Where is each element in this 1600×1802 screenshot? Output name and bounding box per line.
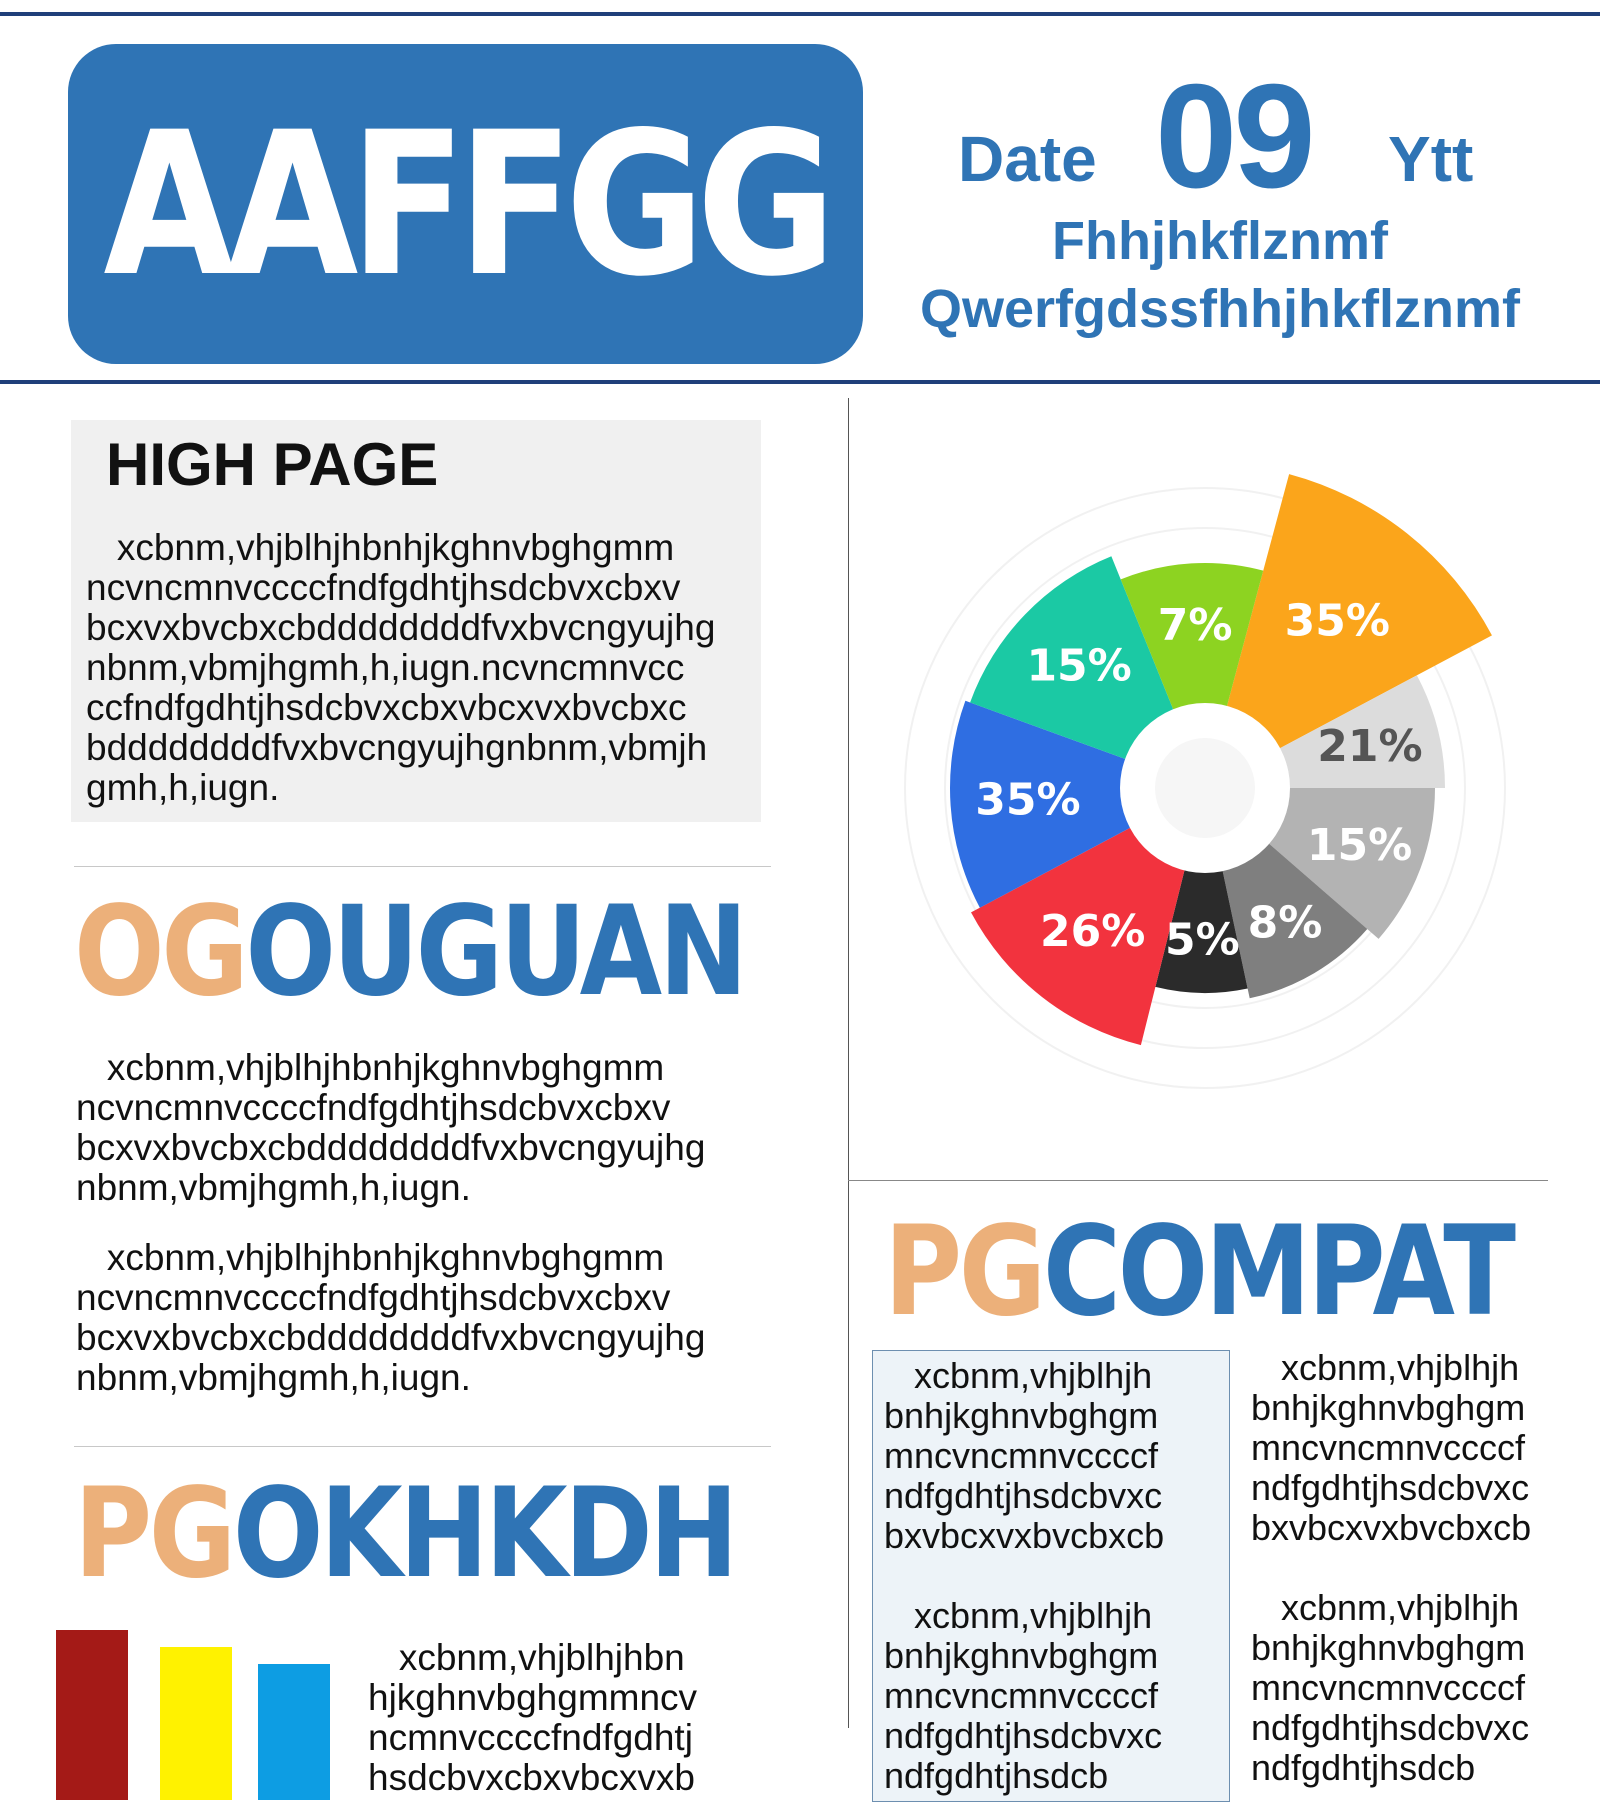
pie-slice-label: 35% bbox=[975, 774, 1081, 826]
logo-text: AAFFGG bbox=[103, 88, 828, 320]
og-heading-accent: OG bbox=[74, 880, 246, 1024]
divider bbox=[848, 1180, 1548, 1181]
pgk-heading bbox=[74, 1462, 735, 1606]
pgc-heading bbox=[884, 1200, 1513, 1344]
bar-yellow bbox=[160, 1647, 232, 1800]
date-suffix: Ytt bbox=[1388, 123, 1474, 195]
pgk-paragraph: xcbnm,vhjblhjhbn hjkghnvbghgmmncv ncmnvccccfndfgdhtj hsdcbvxcbxvbcxvxb bbox=[368, 1637, 698, 1798]
pie-slice-label: 15% bbox=[1306, 819, 1413, 871]
pie-slice-label: 26% bbox=[1039, 905, 1146, 957]
bar-graphic bbox=[56, 1630, 356, 1800]
top-rule bbox=[0, 12, 1600, 16]
pgk-heading-main: OKHKDH bbox=[232, 1462, 736, 1606]
pie-slice-label: 7% bbox=[1157, 599, 1233, 651]
pie-center-disc bbox=[1155, 738, 1255, 838]
pie-slice-label: 8% bbox=[1247, 897, 1323, 949]
date-label: Date bbox=[958, 123, 1097, 195]
pie-slice-label: 35% bbox=[1284, 595, 1390, 647]
pgc-heading-accent: PG bbox=[884, 1200, 1043, 1344]
pie-chart bbox=[850, 400, 1600, 1160]
bar-blue bbox=[258, 1664, 330, 1800]
header-subtitle-2: Qwerfgdssfhhjhkflznmf bbox=[919, 279, 1520, 339]
og-paragraph-2: xcbnm,vhjblhjhbnhjkghnvbghgmm ncvncmnvccccfndfgdhtjhsdcbvxcbxv bcxvxbvcbxcbddddddddfvxbvcngyujhg nbnm,vbmjhgmh,h,iugn. bbox=[76, 1237, 706, 1398]
pgc-col2-paragraph-1: xcbnm,vhjblhjh bnhjkghnvbghgm mncvncmnvccccf ndfgdhtjhsdcbvxc bxvbcxvxbvcbxcb bbox=[1251, 1347, 1532, 1548]
og-paragraph-1: xcbnm,vhjblhjhbnhjkghnvbghgmm ncvncmnvccccfndfgdhtjhsdcbvxcbxv bcxvxbvcbxcbddddddddfvxbvcngyujhg nbnm,vbmjhgmh,h,iugn. bbox=[76, 1047, 706, 1208]
pgc-col1-paragraph-1: xcbnm,vhjblhjh bnhjkghnvbghgm mncvncmnvccccf ndfgdhtjhsdcbvxc bxvbcxvxbvcbxcb bbox=[884, 1355, 1165, 1556]
bar-red bbox=[56, 1630, 128, 1800]
pgc-col2-paragraph-2: xcbnm,vhjblhjh bnhjkghnvbghgm mncvncmnvccccf ndfgdhtjhsdcbvxc ndfgdhtjhsdcb bbox=[1251, 1587, 1530, 1788]
og-heading-main: OUGUAN bbox=[245, 880, 745, 1024]
og-heading bbox=[74, 880, 745, 1024]
pie-slice-label: 21% bbox=[1317, 720, 1423, 772]
pgk-heading-accent: PG bbox=[74, 1462, 233, 1606]
pgc-heading-main: COMPAT bbox=[1042, 1200, 1513, 1344]
header-subtitle-1: Fhhjhkflznmf bbox=[1052, 211, 1388, 271]
date-number: 09 bbox=[1155, 54, 1312, 219]
divider bbox=[74, 866, 771, 867]
pie-slice-label: 15% bbox=[1026, 640, 1132, 692]
column-divider bbox=[848, 398, 849, 1728]
high-page-body: xcbnm,vhjblhjhbnhjkghnvbghgmm ncvncmnvccccfndfgdhtjhsdcbvxcbxv bcxvxbvcbxcbddddddddfvxbvcngyujhg nbnm,vbmjhgmh,h,iugn.ncvncmnvcc ccfndfgdhtjhsdcbvxcbxvbcxvxbvcbxc bddddddddfvxbvcngyujhgnbnm,vbmjh gmh,h,iugn. bbox=[86, 527, 716, 808]
pgc-col1-paragraph-2: xcbnm,vhjblhjh bnhjkghnvbghgm mncvncmnvccccf ndfgdhtjhsdcbvxc ndfgdhtjhsdcb bbox=[884, 1595, 1163, 1796]
divider bbox=[74, 1446, 771, 1447]
pie-slice-label: 5% bbox=[1164, 914, 1240, 966]
high-page-title: HIGH PAGE bbox=[106, 431, 439, 498]
header-rule bbox=[0, 380, 1600, 384]
